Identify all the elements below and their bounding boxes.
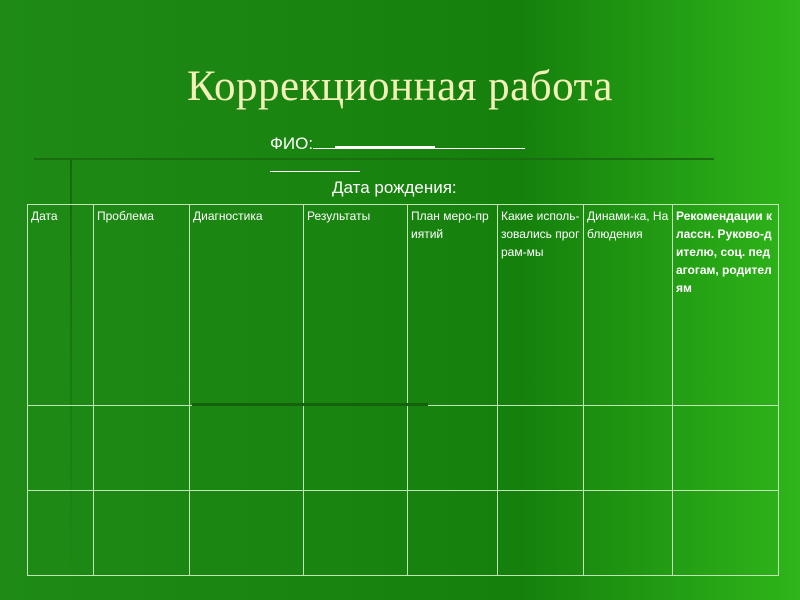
table-cell[interactable] — [28, 406, 94, 491]
table-cell[interactable] — [498, 406, 584, 491]
header-problem: Проблема — [94, 205, 190, 406]
table-cell[interactable] — [304, 406, 408, 491]
table-cell[interactable] — [408, 406, 498, 491]
fio-blank-2 — [335, 130, 435, 149]
header-diagnostics: Диагностика — [190, 205, 304, 406]
header-programs: Какие исполь-зовались програм-мы — [498, 205, 584, 406]
fio-blank-4 — [270, 155, 360, 172]
table-row — [28, 406, 779, 491]
fio-label: ФИО: — [270, 134, 314, 153]
header-date: Дата — [28, 205, 94, 406]
table-cell[interactable] — [94, 491, 190, 576]
header-action-plan: План меро-приятий — [408, 205, 498, 406]
table-cell[interactable] — [190, 491, 304, 576]
table-cell[interactable] — [584, 491, 673, 576]
table-header-row — [28, 205, 779, 406]
slide-title: Коррекционная работа — [187, 63, 613, 110]
table-cell[interactable] — [584, 406, 673, 491]
table-cell[interactable] — [94, 406, 190, 491]
fio-blank-1 — [313, 132, 335, 149]
table-row — [28, 491, 779, 576]
header-recommendations: Рекомендации классн. Руково-дителю, соц. педагогам, родителям — [673, 205, 779, 406]
table-cell[interactable] — [673, 406, 779, 491]
correction-table — [27, 204, 779, 576]
row-accent-line — [192, 403, 428, 406]
dob-label: Дата рождения: — [332, 178, 457, 197]
fio-field — [270, 130, 540, 178]
fio-blank-3 — [435, 132, 525, 149]
table-cell[interactable] — [304, 491, 408, 576]
table-cell[interactable] — [408, 491, 498, 576]
table-cell[interactable] — [673, 491, 779, 576]
table-cell[interactable] — [498, 491, 584, 576]
header-dynamics: Динами-ка, Наблюдения — [584, 205, 673, 406]
table-cell[interactable] — [28, 491, 94, 576]
header-results: Результаты — [304, 205, 408, 406]
table-cell[interactable] — [190, 406, 304, 491]
